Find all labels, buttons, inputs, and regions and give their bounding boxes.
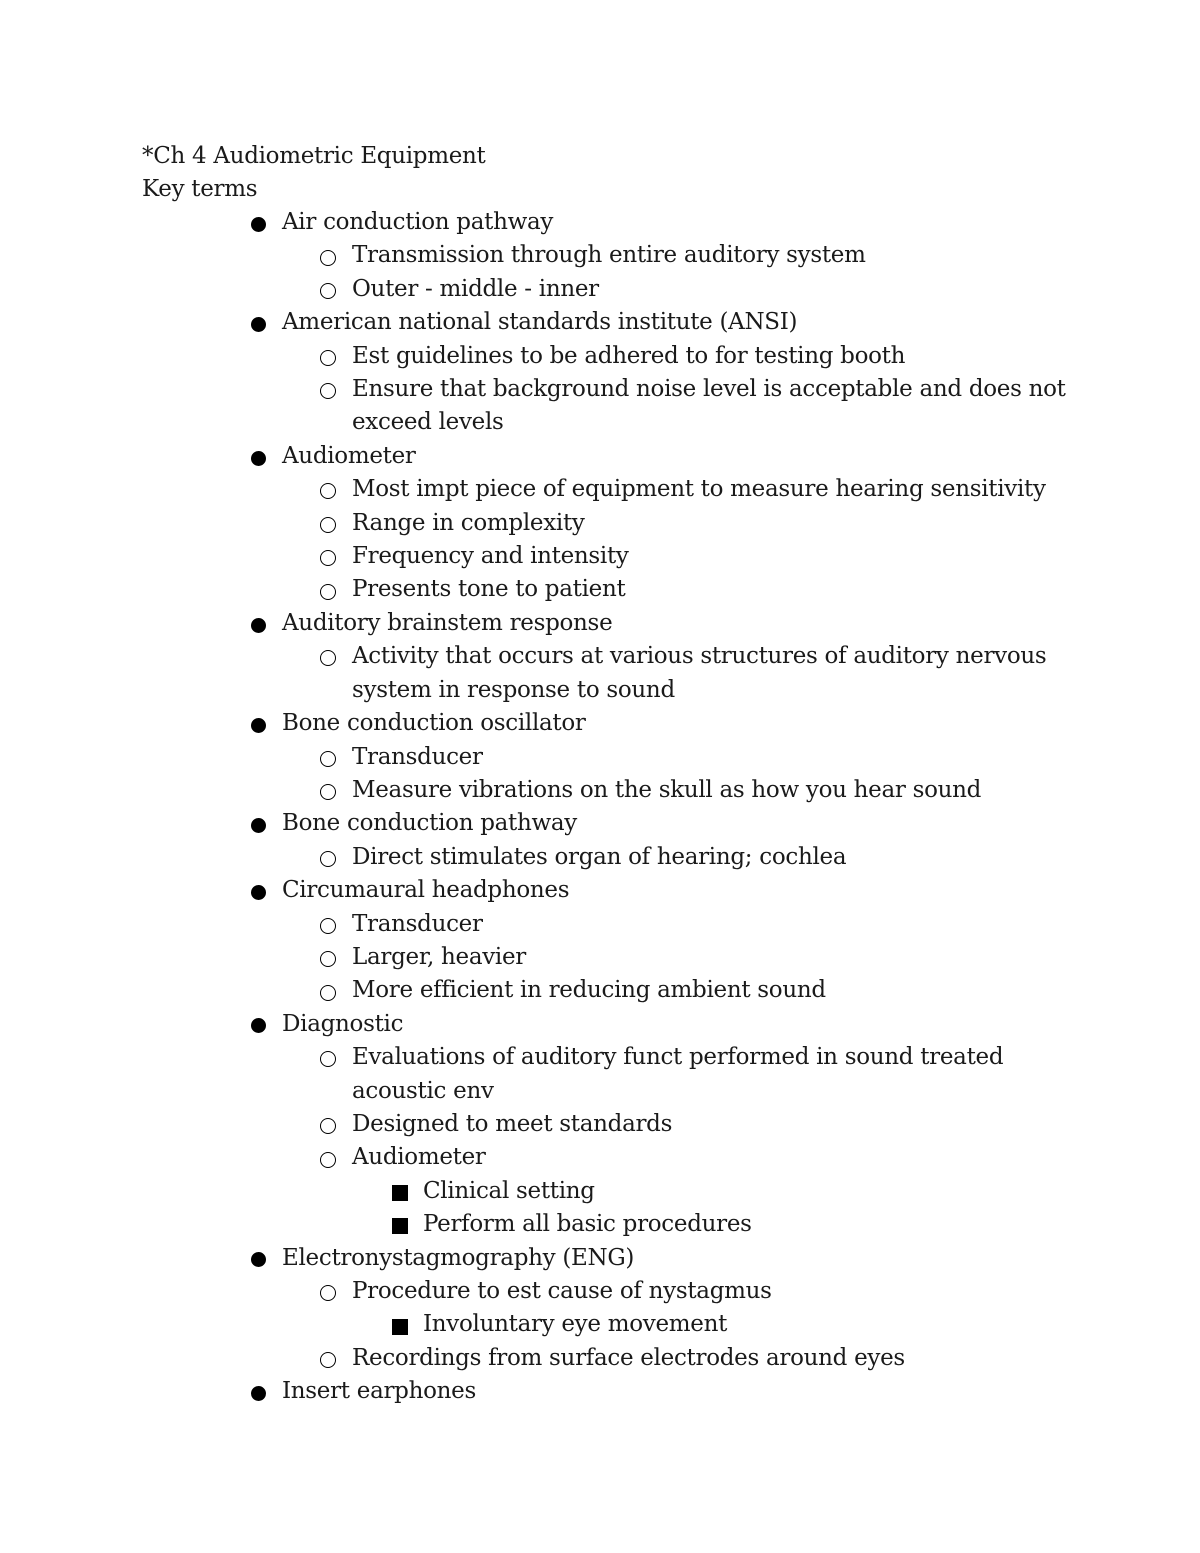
bullet-marker [248, 707, 268, 740]
outline-item-level-2 [0, 741, 1200, 774]
filled-square-bullet-icon [392, 1218, 408, 1234]
outline-item-text: Most impt piece of equipment to measure hearing sensitivity [352, 476, 1046, 503]
hollow-circle-bullet-icon [320, 784, 336, 800]
document-title: *Ch 4 Audiometric Equipment [142, 143, 486, 169]
outline-item-level-2 [0, 640, 1200, 707]
outline-item-level-2 [0, 540, 1200, 573]
bullet-marker [318, 1275, 338, 1308]
bullet-marker [248, 440, 268, 473]
filled-circle-bullet-icon [251, 1252, 266, 1267]
filled-square-bullet-icon [392, 1319, 408, 1335]
outline-item-level-1 [0, 440, 1200, 473]
hollow-circle-bullet-icon [320, 1051, 336, 1067]
bullet-marker [248, 1375, 268, 1408]
hollow-circle-bullet-icon [320, 1285, 336, 1301]
hollow-circle-bullet-icon [320, 918, 336, 934]
outline-item-level-2 [0, 340, 1200, 373]
filled-circle-bullet-icon [251, 818, 266, 833]
hollow-circle-bullet-icon [320, 1118, 336, 1134]
bullet-marker [318, 640, 338, 673]
outline-item-text: Larger, heavier [352, 943, 526, 970]
outline-item-level-2 [0, 1041, 1200, 1108]
outline-item-text: Recordings from surface electrodes around eyes [352, 1344, 905, 1371]
outline-item-text: Transducer [352, 743, 483, 770]
bullet-marker [318, 841, 338, 874]
bullet-marker [318, 507, 338, 540]
bullet-marker [248, 874, 268, 907]
outline-item-level-3 [0, 1308, 1200, 1341]
outline-item-level-1 [0, 306, 1200, 339]
hollow-circle-bullet-icon [320, 951, 336, 967]
outline-item-level-1 [0, 607, 1200, 640]
outline-item-level-2 [0, 1108, 1200, 1141]
filled-square-bullet-icon [392, 1185, 408, 1201]
outline-item-text: Circumaural headphones [282, 877, 570, 904]
outline-item-level-2 [0, 1275, 1200, 1308]
bullet-marker [318, 908, 338, 941]
bullet-marker [248, 1242, 268, 1275]
outline-item-text: Procedure to est cause of nystagmus [352, 1278, 772, 1304]
bullet-marker [390, 1208, 410, 1241]
outline-item-level-1 [0, 206, 1200, 239]
outline-item-level-2 [0, 941, 1200, 974]
outline-item-level-2 [0, 373, 1200, 440]
document-subtitle: Key terms [142, 176, 258, 202]
outline-item-level-2 [0, 273, 1200, 306]
outline-item-level-1 [0, 1008, 1200, 1041]
bullet-marker [318, 273, 338, 306]
hollow-circle-bullet-icon [320, 1152, 336, 1168]
outline-item-text: Audiometer [352, 1144, 486, 1171]
bullet-marker [318, 1041, 338, 1074]
outline-item-level-2 [0, 774, 1200, 807]
outline-item-text: Designed to meet standards [352, 1110, 673, 1137]
outline-item-text: Insert earphones [282, 1378, 476, 1405]
outline-item-text: Activity that occurs at various structures of auditory nervous system in response to sound [352, 643, 1047, 703]
hollow-circle-bullet-icon [320, 483, 336, 499]
outline-item-text: Clinical setting [423, 1177, 595, 1204]
bullet-marker [390, 1308, 410, 1341]
outline-item-text: Presents tone to patient [352, 576, 626, 603]
outline-item-level-1 [0, 1375, 1200, 1408]
bullet-marker [248, 807, 268, 840]
outline-item-level-2 [0, 1342, 1200, 1375]
hollow-circle-bullet-icon [320, 350, 336, 366]
hollow-circle-bullet-icon [320, 584, 336, 600]
bullet-marker [248, 206, 268, 239]
outline-item-level-2 [0, 1141, 1200, 1174]
filled-circle-bullet-icon [251, 1018, 266, 1033]
outline-item-level-1 [0, 807, 1200, 840]
outline-item-text: Bone conduction oscillator [282, 710, 586, 737]
hollow-circle-bullet-icon [320, 851, 336, 867]
outline-item-level-2 [0, 507, 1200, 540]
bullet-marker [248, 1008, 268, 1041]
filled-circle-bullet-icon [251, 217, 266, 232]
outline-item-level-2 [0, 573, 1200, 606]
outline-item-level-2 [0, 239, 1200, 272]
bullet-marker [318, 573, 338, 606]
outline-item-text: Bone conduction pathway [282, 810, 577, 837]
outline-item-level-2 [0, 974, 1200, 1007]
outline-item-level-1 [0, 1242, 1200, 1275]
bullet-marker [318, 340, 338, 373]
bullet-marker [318, 941, 338, 974]
outline-item-text: Perform all basic procedures [423, 1211, 752, 1238]
outline-item-level-2 [0, 908, 1200, 941]
outline-item-text: Air conduction pathway [282, 209, 554, 235]
filled-circle-bullet-icon [251, 317, 266, 332]
hollow-circle-bullet-icon [320, 650, 336, 666]
filled-circle-bullet-icon [251, 885, 266, 900]
outline-item-text: Ensure that background noise level is acceptable and does not exceed levels [352, 376, 1066, 436]
outline-item-level-2 [0, 473, 1200, 506]
filled-circle-bullet-icon [251, 718, 266, 733]
outline-item-text: American national standards institute (ANSI) [282, 309, 798, 336]
outline-item-text: Outer - middle - inner [352, 275, 599, 302]
bullet-marker [318, 540, 338, 573]
filled-circle-bullet-icon [251, 451, 266, 466]
hollow-circle-bullet-icon [320, 751, 336, 767]
bullet-marker [318, 974, 338, 1007]
outline-item-text: More efficient in reducing ambient sound [352, 977, 826, 1004]
outline-item-text: Involuntary eye movement [423, 1311, 728, 1338]
outline-item-text: Evaluations of auditory funct performed in sound treated acoustic env [352, 1044, 1004, 1104]
outline-item-text: Diagnostic [282, 1010, 404, 1037]
hollow-circle-bullet-icon [320, 250, 336, 266]
hollow-circle-bullet-icon [320, 985, 336, 1001]
outline-item-text: Auditory brainstem response [282, 609, 613, 636]
bullet-marker [318, 373, 338, 406]
outline-item-text: Measure vibrations on the skull as how you hear sound [352, 776, 982, 803]
hollow-circle-bullet-icon [320, 517, 336, 533]
bullet-marker [248, 607, 268, 640]
bullet-marker [318, 473, 338, 506]
outline-item-level-2 [0, 841, 1200, 874]
outline-item-level-1 [0, 874, 1200, 907]
outline-item-text: Electronystagmography (ENG) [282, 1244, 635, 1271]
bullet-marker [318, 239, 338, 272]
bullet-marker [390, 1175, 410, 1208]
bullet-marker [248, 306, 268, 339]
hollow-circle-bullet-icon [320, 383, 336, 399]
hollow-circle-bullet-icon [320, 1352, 336, 1368]
key-terms-outline [0, 206, 1200, 1409]
bullet-marker [318, 1342, 338, 1375]
document-header [142, 140, 486, 206]
outline-item-text: Audiometer [282, 442, 416, 469]
outline-item-text: Frequency and intensity [352, 543, 629, 570]
outline-item-text: Transmission through entire auditory system [352, 242, 866, 269]
outline-item-level-3 [0, 1175, 1200, 1208]
outline-item-text: Direct stimulates organ of hearing; cochlea [352, 843, 847, 870]
bullet-marker [318, 1108, 338, 1141]
outline-item-text: Est guidelines to be adhered to for testing booth [352, 342, 906, 369]
bullet-marker [318, 1141, 338, 1174]
bullet-marker [318, 774, 338, 807]
hollow-circle-bullet-icon [320, 550, 336, 566]
filled-circle-bullet-icon [251, 1386, 266, 1401]
outline-item-level-3 [0, 1208, 1200, 1241]
outline-item-text: Transducer [352, 910, 483, 937]
outline-item-level-1 [0, 707, 1200, 740]
hollow-circle-bullet-icon [320, 283, 336, 299]
bullet-marker [318, 741, 338, 774]
filled-circle-bullet-icon [251, 618, 266, 633]
outline-item-text: Range in complexity [352, 509, 585, 536]
